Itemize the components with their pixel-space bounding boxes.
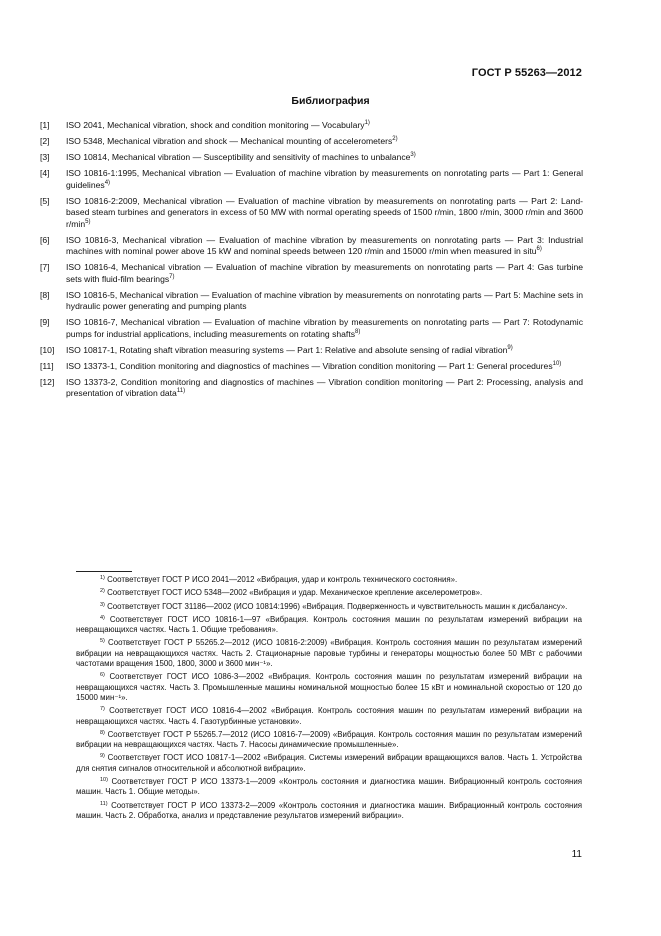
- footnote-text: Соответствует ГОСТ Р ИСО 13373-2—2009 «Контроль состояния и диагностика машин. Вибрационный контроль состояния машин. Часть 2. Обработка, анализ и представление результатов измерений вибрации».: [76, 800, 583, 820]
- footnote: [76, 638, 582, 669]
- footnote-mark: 3): [100, 601, 105, 608]
- bibliography-entry: [40, 152, 583, 164]
- bibliography-entry: [40, 345, 583, 357]
- footnote: [76, 615, 582, 636]
- entry-number: [9]: [40, 317, 50, 327]
- footnote-separator: [76, 571, 132, 572]
- entry-number: [1]: [40, 120, 50, 130]
- footnote-mark: 2): [100, 588, 105, 595]
- entry-text: ISO 10817-1, Rotating shaft vibration measuring systems — Part 1: Relative and absolute sensing of radial vibration$^{9)}$: [66, 344, 513, 355]
- footnote-mark: 5): [100, 638, 105, 645]
- footnote-text: Соответствует ГОСТ 31186—2002 (ИСО 10814:1996) «Вибрация. Подверженность и чувствительность машин к дисбалансу».: [107, 601, 568, 611]
- footnote-ref: 2): [392, 136, 398, 142]
- footnote-ref: 6): [536, 246, 542, 252]
- entry-text: ISO 10816-1:1995, Mechanical vibration — Evaluation of machine vibration by measurements on nonrotating parts — Part 1: General guidelines$^{4)}$: [66, 168, 583, 190]
- entry-text: ISO 10816-3, Mechanical vibration — Evaluation of machine vibration by measurements on nonrotating parts — Part 3: Industrial machines with nominal power above 15 kW and nominal speeds between 120 r/min and 15000 r/min when measured in situ$^{6)}$: [66, 234, 583, 256]
- footnote-text: Соответствует ГОСТ Р ИСО 2041—2012 «Вибрация, удар и контроль технического состояния».: [107, 575, 458, 584]
- footnote-text: Соответствует ГОСТ Р 55265.2—2012 (ИСО 10816-2:2009) «Вибрация. Контроль состояния машин по результатам измерений вибрации на невращающихся частях. Часть 2. Стационарные паровые турбины и генераторы мощностью более 50 МВт с рабочими частотами вращения 1500, 1800, 3000 и 3600 мин⁻¹».: [76, 638, 582, 669]
- footnote-mark: 7): [100, 706, 105, 713]
- footnote-text: Соответствует ГОСТ ИСО 10816-4—2002 «Вибрация. Контроль состояния машин по результатам измерений вибрации на невращающихся частях. Часть 4. Газотурбинные установки».: [76, 706, 583, 726]
- footnote-ref: 11): [176, 388, 186, 394]
- bibliography-list: [40, 120, 583, 404]
- footnote: [76, 706, 582, 727]
- entry-number: [7]: [40, 262, 50, 272]
- footnotes: [76, 575, 582, 824]
- entry-text: ISO 10816-4, Mechanical vibration — Evaluation of machine vibration by measurements on nonrotating parts — Part 4: Gas turbine sets with fluid-film bearings$^{7)}$: [66, 262, 583, 284]
- entry-number: [4]: [40, 168, 50, 178]
- footnote-text: Соответствует ГОСТ ИСО 1086-3—2002 «Вибрация. Контроль состояния машин по результатам измерений вибрации на невращающихся частях. Часть 3. Промышленные машины номинальной мощностью более 15 кВт и номинальной скоростью от 120 до 15000 мин⁻¹».: [76, 672, 582, 702]
- bibliography-entry: [40, 196, 583, 231]
- entry-text: ISO 2041, Mechanical vibration, shock and condition monitoring — Vocabulary$^{1)}$: [66, 120, 370, 130]
- footnote: [76, 672, 582, 703]
- footnote-text: Соответствует ГОСТ ИСО 5348—2002 «Вибрация и удар. Механическое крепление акселерометров».: [107, 588, 483, 598]
- footnote-text: Соответствует ГОСТ Р ИСО 13373-1—2009 «Контроль состояния и диагностика машин. Вибрационный контроль состояния машин. Часть 1. Общие методы».: [76, 777, 583, 797]
- bibliography-entry: [40, 168, 583, 191]
- footnote-mark: 6): [100, 672, 105, 679]
- page-title: Библиография: [291, 95, 370, 107]
- footnote-mark: 8): [100, 729, 105, 736]
- entry-number: [3]: [40, 152, 50, 162]
- footnote-text: Соответствует ГОСТ ИСО 10817-1—2002 «Вибрация. Системы измерений вибрации вращающихся валов. Часть 1. Устройства для снятия сигналов относительной и абсолютной вибрации».: [76, 753, 582, 773]
- entry-text: ISO 13373-1, Condition monitoring and diagnostics of machines — Vibration condition monitoring — Part 1: General procedures$^{10)}$: [66, 360, 562, 371]
- entry-number: [12]: [40, 376, 55, 387]
- footnote-ref: 4): [104, 179, 111, 186]
- entry-text: ISO 10814, Mechanical vibration — Susceptibility and sensitivity of machines to unbalance$^{3)}$: [66, 152, 416, 162]
- entry-number: [10]: [40, 344, 55, 355]
- entry-number: [8]: [40, 289, 50, 300]
- footnote-ref: 8): [355, 328, 361, 335]
- bibliography-entry: [40, 235, 583, 258]
- footnote-mark: 10): [100, 777, 108, 784]
- footnote-ref: 9): [507, 344, 513, 351]
- footnote: [76, 777, 582, 798]
- entry-text: ISO 10816-5, Mechanical vibration — Evaluation of machine vibration by measurements on nonrotating parts — Part 5: Machine sets in hydraulic power generating and pumping plants: [66, 289, 583, 311]
- footnote-ref: 3): [410, 152, 416, 158]
- bibliography-entry: [40, 377, 583, 400]
- entry-text: ISO 5348, Mechanical vibration and shock — Mechanical mounting of accelerometers$^{2)}$: [66, 136, 398, 146]
- standard-code: ГОСТ Р 55263—2012: [471, 67, 582, 79]
- entry-number: [2]: [40, 136, 50, 146]
- bibliography-entry: [40, 317, 583, 340]
- bibliography-entry: [40, 361, 583, 373]
- footnote-ref: 10): [552, 360, 562, 367]
- entry-text: ISO 10816-7, Mechanical vibration — Evaluation of machine vibration by measurements on nonrotating parts — Part 7: Rotodynamic pumps for industrial applications, including measurements on rotating shafts$^{8)}$: [66, 317, 583, 339]
- entry-text: ISO 13373-2, Condition monitoring and diagnostics of machines — Vibration condition monitoring — Part 2: Processing, analysis and presentation of vibration data$^{11)}$: [66, 376, 583, 398]
- bibliography-entry: [40, 262, 583, 285]
- page-number: 11: [571, 849, 582, 860]
- footnote: [76, 602, 582, 612]
- footnote-ref: 7): [169, 273, 175, 280]
- footnote-text: Соответствует ГОСТ ИСО 10816-1—97 «Вибрация. Контроль состояния машин по результатам измерений вибрации на невращающихся частях. Часть 1. Общие требования».: [76, 614, 582, 635]
- footnote-text: Соответствует ГОСТ Р 55265.7—2012 (ИСО 10816-7—2009) «Вибрация. Контроль состояния машин по результатам измерений вибрации на невращающихся частях. Часть 7. Насосы динамические промышленные».: [76, 729, 582, 750]
- footnote-mark: 1): [100, 575, 105, 581]
- bibliography-entry: [40, 290, 583, 313]
- footnote-ref: 5): [85, 218, 91, 225]
- entry-text: ISO 10816-2:2009, Mechanical vibration — Evaluation of machine vibration by measurements on nonrotating parts — Part 2: Land-based steam turbines and generators in excess of 50 MW with normal operating speeds of 1500 r/min, 1800 r/min, 3000 r/min and 3600 $r/\min^{5)}$: [66, 195, 583, 229]
- entry-number: [5]: [40, 195, 50, 206]
- footnote: [76, 730, 582, 751]
- footnote: [76, 588, 582, 598]
- footnote-mark: 9): [100, 753, 105, 760]
- entry-number: [6]: [40, 234, 50, 245]
- footnote-ref: 1): [364, 120, 370, 126]
- footnote-mark: 4): [100, 614, 105, 621]
- footnote: [76, 753, 582, 774]
- footnote-mark: 11): [100, 800, 108, 807]
- bibliography-entry: [40, 136, 583, 148]
- footnote: [76, 801, 582, 822]
- footnote: [76, 575, 582, 585]
- bibliography-entry: [40, 120, 583, 132]
- entry-number: [11]: [40, 360, 54, 371]
